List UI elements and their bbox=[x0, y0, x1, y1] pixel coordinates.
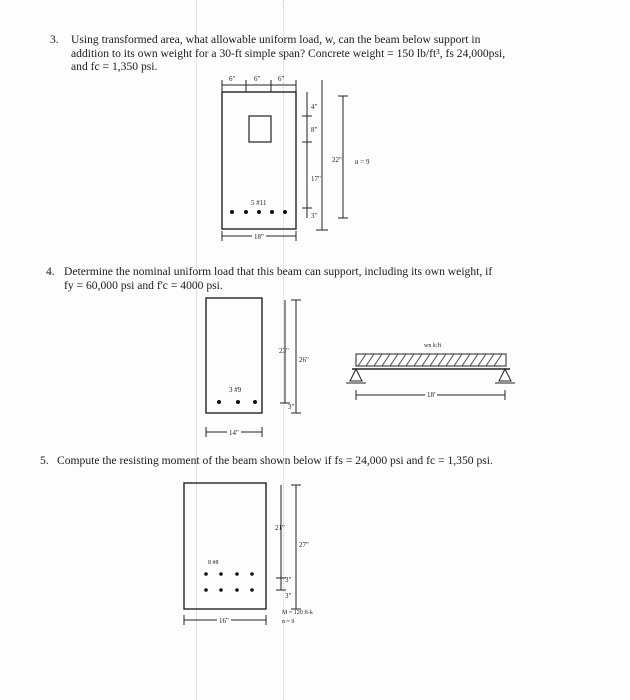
p3-dim-4: 4" bbox=[311, 103, 318, 111]
p4-span: 18' bbox=[427, 391, 436, 399]
p5-bar bbox=[250, 572, 254, 576]
p5-dim-21: 21" bbox=[275, 524, 285, 532]
p5-bar bbox=[204, 588, 208, 592]
p5-dim-3a: 3" bbox=[285, 576, 292, 584]
p4-load-label: wn k/ft bbox=[424, 343, 442, 349]
p4-right-support bbox=[499, 369, 511, 381]
p4-dim-26: 26" bbox=[299, 356, 309, 364]
p3-bar bbox=[257, 210, 261, 214]
p5-bar bbox=[204, 572, 208, 576]
p5-bars-label: 8 #8 bbox=[208, 560, 219, 566]
p5-width: 16" bbox=[219, 617, 229, 625]
p4-dim-23: 23" bbox=[279, 347, 289, 355]
p4-left-support bbox=[350, 369, 362, 381]
p5-bar bbox=[219, 588, 223, 592]
p5-bar bbox=[250, 588, 254, 592]
p3-beam-section bbox=[222, 92, 296, 229]
p4-bar bbox=[217, 400, 221, 404]
p3-top-dim-3: 6" bbox=[278, 75, 285, 83]
problem-4-line-2: fy = 60,000 psi and f'c = 4000 psi. bbox=[64, 278, 223, 292]
problem-3-line-1: Using transformed area, what allowable uniform load, w, can the beam below support in bbox=[71, 33, 481, 46]
problem-3-line-2: addition to its own weight for a 30-ft simple span? Concrete weight = 150 lb/ft³, fs 24,000psi, bbox=[71, 46, 506, 60]
p3-bar bbox=[230, 210, 234, 214]
p5-dim-3b: 3" bbox=[285, 592, 292, 600]
p3-dim-17: 17" bbox=[311, 175, 321, 183]
problem-3-number: 3. bbox=[50, 33, 59, 46]
problem-4-line-1: Determine the nominal uniform load that this beam can support, including its own weight, if bbox=[64, 265, 493, 278]
p4-bar bbox=[253, 400, 257, 404]
p4-bar bbox=[236, 400, 240, 404]
p3-modular-ratio: n = 9 bbox=[355, 158, 370, 166]
p3-bar bbox=[270, 210, 274, 214]
p4-width: 14" bbox=[229, 429, 239, 437]
problem-5-line-1: Compute the resisting moment of the beam shown below if fs = 24,000 psi and fc = 1,350 psi. bbox=[57, 454, 493, 467]
p5-moment: M = 120 ft-k bbox=[282, 610, 313, 616]
p3-dim-3: 3" bbox=[311, 212, 318, 220]
p3-top-dim-1: 6" bbox=[229, 75, 236, 83]
p5-dim-27: 27" bbox=[299, 541, 309, 549]
p3-bars-label: 5 #11 bbox=[251, 199, 267, 207]
problem-4-number: 4. bbox=[46, 265, 55, 278]
p3-width: 18" bbox=[254, 233, 264, 241]
p5-modular-ratio: n = 9 bbox=[282, 619, 295, 625]
p3-dim-22: 22" bbox=[332, 156, 342, 164]
p3-dim-8: 8" bbox=[311, 126, 318, 134]
problem-5-number: 5. bbox=[40, 454, 49, 467]
problem-3-line-3: and fc = 1,350 psi. bbox=[71, 60, 158, 74]
p4-dim-3: 3" bbox=[288, 403, 295, 411]
p3-bar bbox=[244, 210, 248, 214]
p4-beam-section bbox=[206, 298, 262, 413]
p3-top-dim-2: 6" bbox=[254, 75, 261, 83]
p5-bar bbox=[219, 572, 223, 576]
p4-bars-label: 3 #9 bbox=[229, 386, 242, 394]
p3-duct-opening bbox=[249, 116, 271, 142]
p3-bar bbox=[283, 210, 287, 214]
p5-bar bbox=[235, 588, 239, 592]
p5-bar bbox=[235, 572, 239, 576]
